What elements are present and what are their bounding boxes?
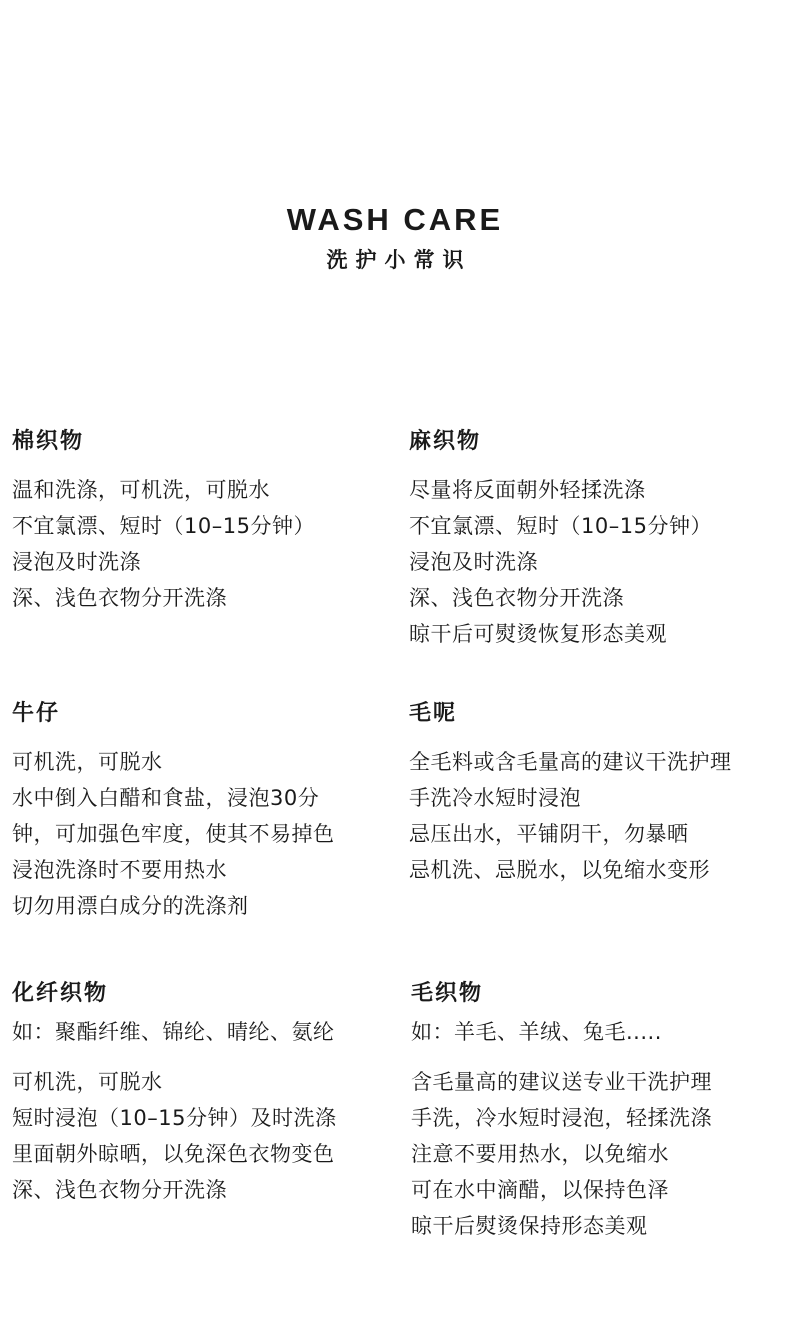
care-line: 可机洗，可脱水: [12, 750, 163, 774]
care-line: 可机洗，可脱水: [12, 1070, 163, 1094]
page-subtitle: 洗护小常识: [326, 248, 472, 272]
care-line: 晾干后可熨烫恢复形态美观: [409, 622, 667, 646]
care-line: 手洗，冷水短时浸泡，轻揉洗涤: [411, 1106, 712, 1130]
page-title: WASH CARE: [286, 202, 504, 237]
section-woolen-cloth: [409, 700, 789, 888]
care-line: 手洗冷水短时浸泡: [409, 786, 581, 810]
care-line: 尽量将反面朝外轻揉洗涤: [409, 478, 646, 502]
care-line: 不宜氯漂、短时（10–15分钟）: [409, 514, 712, 538]
care-line: 注意不要用热水，以免缩水: [411, 1142, 669, 1166]
care-line: 不宜氯漂、短时（10–15分钟）: [12, 514, 315, 538]
care-line: 深、浅色衣物分开洗涤: [12, 1178, 227, 1202]
care-line: 晾干后熨烫保持形态美观: [411, 1214, 648, 1238]
section-denim: [12, 700, 392, 924]
care-line: 水中倒入白醋和食盐，浸泡30分: [12, 786, 320, 810]
care-line: 含毛量高的建议送专业干洗护理: [411, 1070, 712, 1094]
section-title: 牛仔: [12, 701, 61, 726]
section-cotton: [12, 428, 392, 616]
care-line: 钟，可加强色牢度，使其不易掉色: [12, 822, 335, 846]
section-title: 化纤织物: [12, 981, 109, 1006]
care-line: 浸泡及时洗涤: [12, 550, 141, 574]
care-line: 温和洗涤，可机洗，可脱水: [12, 478, 270, 502]
fabric-example: 如：聚酯纤维、锦纶、晴纶、氨纶: [12, 1020, 335, 1044]
care-line: 深、浅色衣物分开洗涤: [409, 586, 624, 610]
care-line: 全毛料或含毛量高的建议干洗护理: [409, 750, 732, 774]
section-synthetic: [12, 980, 392, 1208]
care-line: 短时浸泡（10–15分钟）及时洗涤: [12, 1106, 337, 1130]
section-wool: [411, 980, 790, 1244]
section-title: 毛呢: [409, 701, 458, 726]
care-line: 浸泡及时洗涤: [409, 550, 538, 574]
section-title: 麻织物: [409, 429, 482, 454]
care-line: 切勿用漂白成分的洗涤剂: [12, 894, 249, 918]
care-line: 深、浅色衣物分开洗涤: [12, 586, 227, 610]
section-title: 棉织物: [12, 429, 85, 454]
care-line: 忌机洗、忌脱水，以免缩水变形: [409, 858, 710, 882]
care-line: 里面朝外晾晒，以免深色衣物变色: [12, 1142, 335, 1166]
care-line: 可在水中滴醋，以保持色泽: [411, 1178, 669, 1202]
care-line: 浸泡洗涤时不要用热水: [12, 858, 227, 882]
header: [0, 200, 790, 274]
section-linen: [409, 428, 789, 652]
care-line: 忌压出水，平铺阴干，勿暴晒: [409, 822, 689, 846]
fabric-example: 如：羊毛、羊绒、兔毛.....: [411, 1020, 662, 1044]
section-title: 毛织物: [411, 981, 484, 1006]
